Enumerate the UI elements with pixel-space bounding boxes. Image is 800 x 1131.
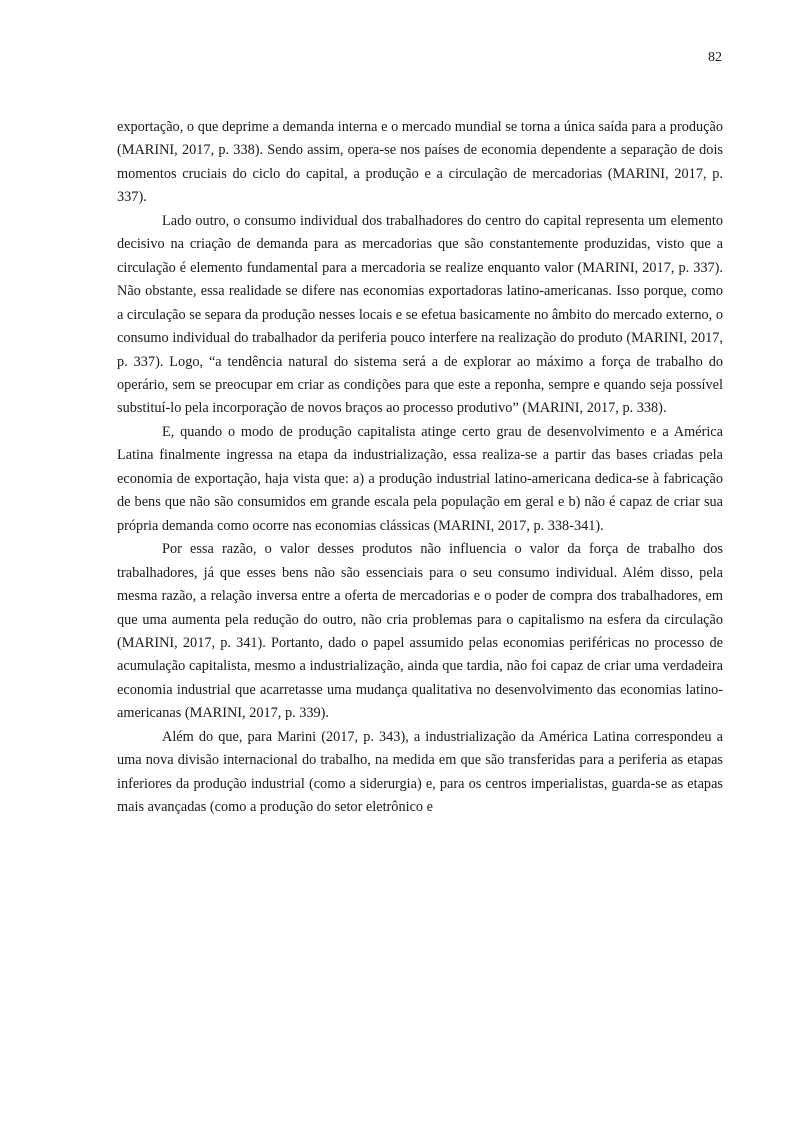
paragraph-industrialization: E, quando o modo de produção capitalista atinge certo grau de desenvolvimento e a América Latina finalmente ingressa na etapa da industrialização, essa realiza-se a partir das bases criadas pela economia de exportação, haja vista que: a) a produção industrial latino-americana dedica-se à fabricação de bens que não são consumidos em grande escala pela população em geral e b) não é capaz de criar sua própria demanda como ocorre nas economias clássicas (MARINI, 2017, p. 338-341).: [117, 423, 723, 534]
paragraph-value-of-products: Por essa razão, o valor desses produtos não influencia o valor da força de trabalho dos trabalhadores, já que esses bens não são essenciais para o seu consumo individual. Além disso, pela mesma razão, a relação inversa entre a oferta de mercadorias e o poder de compra dos trabalhadores, em que uma aumenta pela redução do outro, não cria problemas para o capitalismo na esfera da circulação (MARINI, 2017, p. 341). Portanto, dado o papel assumido pelas economias periféricas no processo de acumulação capitalista, mesmo a industrialização, ainda que tardia, não foi capaz de criar uma verdadeira economia industrial que acarretasse uma mudança qualitativa no desenvolvimento das economias latino-americanas (MARINI, 2017, p. 339).: [117, 541, 723, 722]
paragraph-individual-consumption: Lado outro, o consumo individual dos trabalhadores do centro do capital representa um elemento decisivo na criação de demanda para as mercadorias que são constantemente produzidas, visto que a circulação é elemento fundamental para a mercadoria se realize enquanto valor (MARINI, 2017, p. 337). Não obstante, essa realidade se difere nas economias exportadoras latino-americanas. Isso porque, como a circulação se separa da produção nesses locais e se efetua basicamente no âmbito do mercado externo, o consumo individual do trabalhador da periferia pouco interfere na realização do produto (MARINI, 2017, p. 337). Logo, “a tendência natural do sistema será a de explorar ao máximo a força de trabalho do operário, sem se preocupar em criar as condições para que este a reponha, sempre e quando seja possível substituí-lo pela incorporação de novos braços ao processo produtivo” (MARINI, 2017, p. 338).: [117, 212, 723, 417]
paragraph-division-of-labor: Além do que, para Marini (2017, p. 343), a industrialização da América Latina correspondeu a uma nova divisão internacional do trabalho, na medida em que são transferidas para a periferia as etapas inferiores da produção industrial (como a siderurgia) e, para os centros imperialistas, guarda-se as etapas mais avançadas (como a produção do setor eletrônico e: [117, 728, 723, 816]
page-number: 82: [708, 50, 722, 65]
paragraph-continuation: exportação, o que deprime a demanda interna e o mercado mundial se torna a única saída para a produção (MARINI, 2017, p. 338). Sendo assim, opera-se nos países de economia dependente a separação de dois momentos cruciais do ciclo do capital, a produção e a circulação de mercadorias (MARINI, 2017, p. 337).: [117, 119, 723, 206]
body-text: [117, 116, 723, 820]
